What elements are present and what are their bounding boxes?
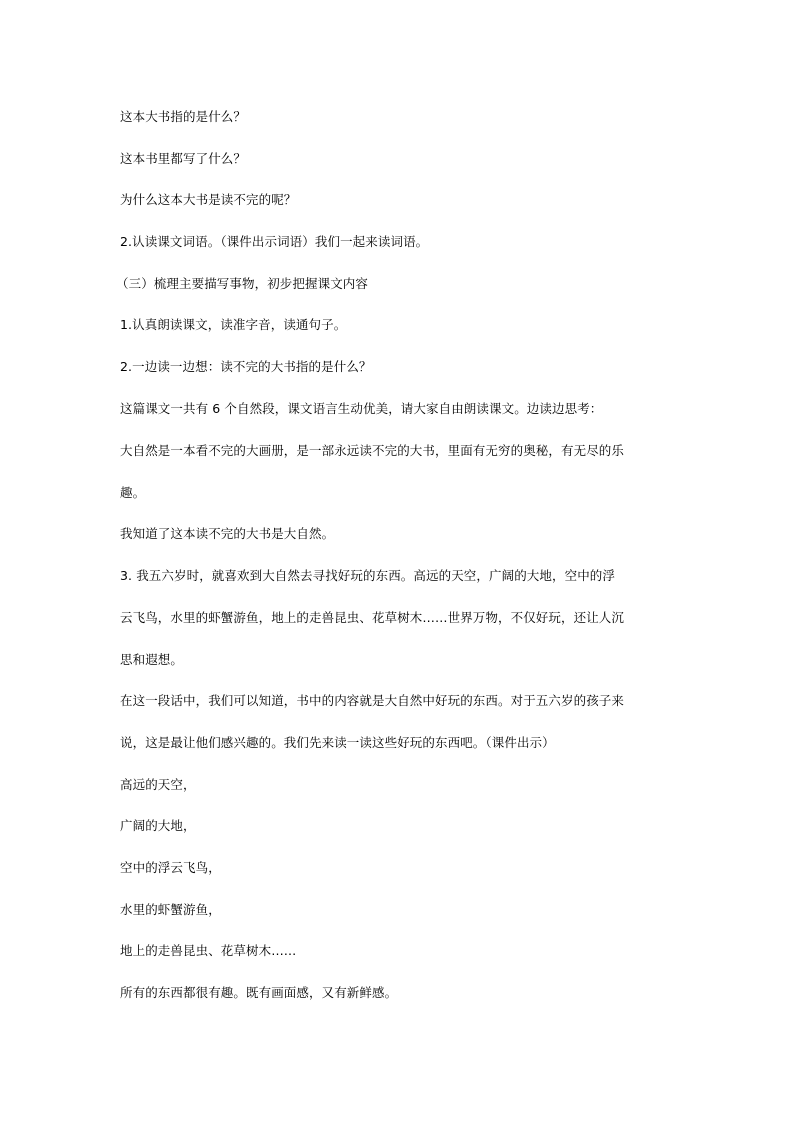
text-line: 为什么这本大书是读不完的呢？ [120,192,297,207]
text-line: 说，这是最让他们感兴趣的。我们先来读一读这些好玩的东西吧。（课件出示） [120,735,555,750]
text-line: 这本书里都写了什么？ [120,151,247,166]
text-line: 趣。 [120,485,146,500]
text-line: 水里的虾蟹游鱼， [120,902,221,917]
text-line: 2.认读课文词语。（课件出示词语）我们一起来读词语。 [120,234,429,249]
text-line: 1.认真朗读课文，读准字音，读通句子。 [120,317,347,332]
text-line: 空中的浮云飞鸟， [120,860,221,875]
text-line: 3. 我五六岁时，就喜欢到大自然去寻找好玩的东西。高远的天空，广阔的大地，空中的浮 [120,568,616,583]
text-line: 广阔的大地， [120,818,196,833]
text-line: 地上的走兽昆虫、花草树木…… [120,943,297,958]
text-line: 云飞鸟，水里的虾蟹游鱼，地上的走兽昆虫、花草树木……世界万物，不仅好玩，还让人沉 [120,610,625,625]
text-line: 这篇课文一共有 6 个自然段，课文语言生动优美，请大家自由朗读课文。边读边思考： [120,401,603,416]
text-line: 所有的东西都很有趣。既有画面感，又有新鲜感。 [120,985,398,1000]
text-line: 思和遐想。 [120,652,184,667]
text-line: 高远的天空， [120,777,196,792]
text-line: 大自然是一本看不完的大画册，是一部永远读不完的大书，里面有无穷的奥秘，有无尽的乐 [120,443,625,458]
text-line: 2.一边读一边想：读不完的大书指的是什么？ [120,359,372,374]
text-line: 这本大书指的是什么？ [120,109,247,124]
text-line: 在这一段话中，我们可以知道，书中的内容就是大自然中好玩的东西。对于五六岁的孩子来 [120,693,625,708]
text-line: 我知道了这本读不完的大书是大自然。 [120,526,335,541]
section-heading: （三）梳理主要描写事物，初步把握课文内容 [116,276,369,291]
